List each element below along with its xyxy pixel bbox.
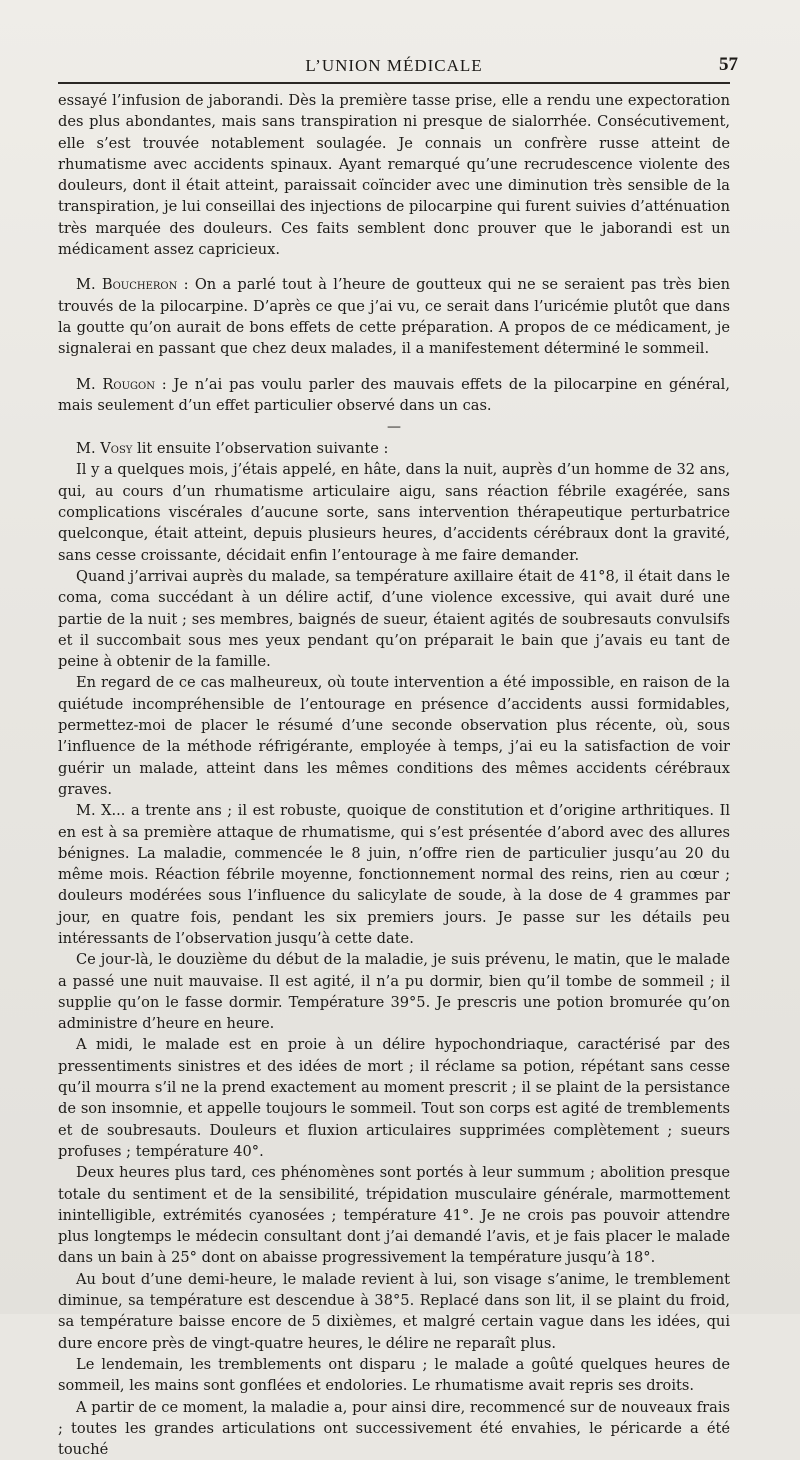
paragraph: essayé l’infusion de jaborandi. Dès la première tasse prise, elle a rendu une expectoration des plus abondantes, mais sans transpiration ni presque de sialorrhée. Consécutivement, elle s’est trouvée notablement soulagée. Je connais un confrère russe atteint de rhumatisme avec accidents spinaux. Ayant remarqué qu’une recrudescence violente des douleurs, dont il était atteint, paraissait coïncider avec une diminution très sensible de la transpiration, je lui conseillai des injections de pilocarpine qui furent suivies d’atténuation très marquée des douleurs. Ces faits semblent donc prouver que le jaborandi est un médicament assez capricieux. bbox=[58, 92, 730, 259]
paragraph-text: : Je n’ai pas voulu parler des mauvais effets de la pilocarpine en général, mais seulement d’un effet particulier observé dans un cas. bbox=[58, 375, 730, 414]
speaker-name: M. Rougon bbox=[76, 375, 155, 393]
running-header bbox=[58, 52, 738, 84]
paragraph: A midi, le malade est en proie à un délire hypochondriaque, caractérisé par des pressentiments sinistres et des idées de mort ; il réclame sa potion, répétant sans cesse qu’il mourra s’il ne la prend exactement au moment prescrit ; il se plaint de la persistance de son insomnie, et appelle toujours le sommeil. Tout son corps est agité de tremblements et de soubresauts. Douleurs et fluxion articulaires supprimées complètement ; sueurs profuses ; température 40°. bbox=[58, 1036, 730, 1160]
paragraph-text: lit ensuite l’observation suivante : bbox=[132, 440, 389, 458]
paragraph bbox=[58, 274, 730, 359]
paragraph: Au bout d’une demi-heure, le malade revient à lui, son visage s’anime, le tremblement diminue, sa température est descendue à 38°5. Replacé dans son lit, il se plaint du froid, sa température baisse encore de 5 dixièmes, et malgré certain vague dans les idées, qui dure encore près de vingt-quatre heures, le délire ne reparaît plus. bbox=[58, 1270, 730, 1352]
speaker-name: M. Vosy bbox=[76, 440, 133, 458]
paragraph: Le lendemain, les tremblements ont disparu ; le malade a goûté quelques heures de sommeil, les mains sont gonflées et endolories. Le rhumatisme avait repris ses droits. bbox=[58, 1355, 730, 1395]
paragraph: M. X... a trente ans ; il est robuste, quoique de constitution et d’origine arthritiques. Il en est à sa première attaque de rhumatisme, qui s’est présentée d’abord avec des allures bénignes. La maladie, commencée le 8 juin, n’offre rien de particulier jusqu’au 20 du même mois. Réaction fébrile moyenne, fonctionnement normal des reins, rien au cœur ; douleurs modérées sous l’influence du salicylate de soude, à la dose de 4 grammes par jour, en quatre fois, pendant les six premiers jours. Je passe sur les détails peu intéressants de l’observation jusqu’à cette date. bbox=[58, 802, 730, 947]
paragraph: En regard de ce cas malheureux, où toute intervention a été impossible, en raison de la quiétude incompréhensible de l’entourage en présence d’accidents aussi formidables, permettez-moi de placer le résumé d’une seconde observation plus récente, où, sous l’influence de la méthode réfrigérante, employée à temps, j’ai eu la satisfaction de voir guérir un malade, atteint dans les mêmes conditions des mêmes accidents cérébraux graves. bbox=[58, 674, 730, 798]
paragraph: A partir de ce moment, la maladie a, pour ainsi dire, recommencé sur de nouveaux frais ; toutes les grandes articulations ont successivement été envahies, le péricarde a été touché bbox=[58, 1398, 730, 1459]
section-separator: — bbox=[387, 419, 401, 436]
paragraph bbox=[58, 374, 730, 417]
paragraph: Il y a quelques mois, j’étais appelé, en hâte, dans la nuit, auprès d’un homme de 32 ans, qui, au cours d’un rhumatisme articulaire aigu, sans réaction fébrile exagérée, sans complications viscérales d’aucune sorte, sans intervention thérapeutique perturbatrice quelconque, était atteint, depuis plusieurs heures, d’accidents cérébraux dont la gravité, sans cesse croissante, décidait enfin l’entourage à me faire demander. bbox=[58, 461, 730, 564]
page-number: 57 bbox=[719, 54, 738, 75]
paragraph: Quand j’arrivai auprès du malade, sa température axillaire était de 41°8, il était dans le coma, coma succédant à un délire actif, d’une violence excessive, qui avait duré une partie de la nuit ; ses membres, baignés de sueur, étaient agités de soubresauts convulsifs et il succombait sous mes yeux pendant qu’on préparait le bain que j’avais eu tant de peine à obtenir de la famille. bbox=[58, 567, 730, 671]
paragraph: Ce jour-là, le douzième du début de la maladie, je suis prévenu, le matin, que le malade a passé une nuit mauvaise. Il est agité, il n’a pu dormir, bien qu’il tombe de sommeil ; il supplie qu’on le fasse dormir. Température 39°5. Je prescris une potion bromurée qu’on administre d’heure en heure. bbox=[58, 951, 730, 1033]
journal-title: L’UNION MÉDICALE bbox=[305, 56, 483, 75]
paragraph-text: : On a parlé tout à l’heure de goutteux qui ne se seraient pas très bien trouvés de la pilocarpine. D’après ce que j’ai vu, ce serait dans l’uricémie plutôt que dans la goutte qu’on aurait de bons effets de cette préparation. A propos de ce médicament, je signalerai en passant que chez deux malades, il a manifestement déterminé le sommeil. bbox=[58, 276, 730, 358]
paragraph bbox=[58, 438, 730, 459]
article-body bbox=[58, 90, 730, 1460]
speaker-name: M. Boucheron bbox=[76, 276, 178, 294]
paragraph: Deux heures plus tard, ces phénomènes sont portés à leur summum ; abolition presque totale du sentiment et de la sensibilité, trépidation musculaire générale, marmottement inintelligible, extrémités cyanosées ; température 41°. Je ne crois pas pouvoir attendre plus longtemps le médecin consultant dont j’ai demandé l’avis, et je fais placer le malade dans un bain à 25° dont on abaisse progressivement la température jusqu’à 18°. bbox=[58, 1164, 730, 1267]
